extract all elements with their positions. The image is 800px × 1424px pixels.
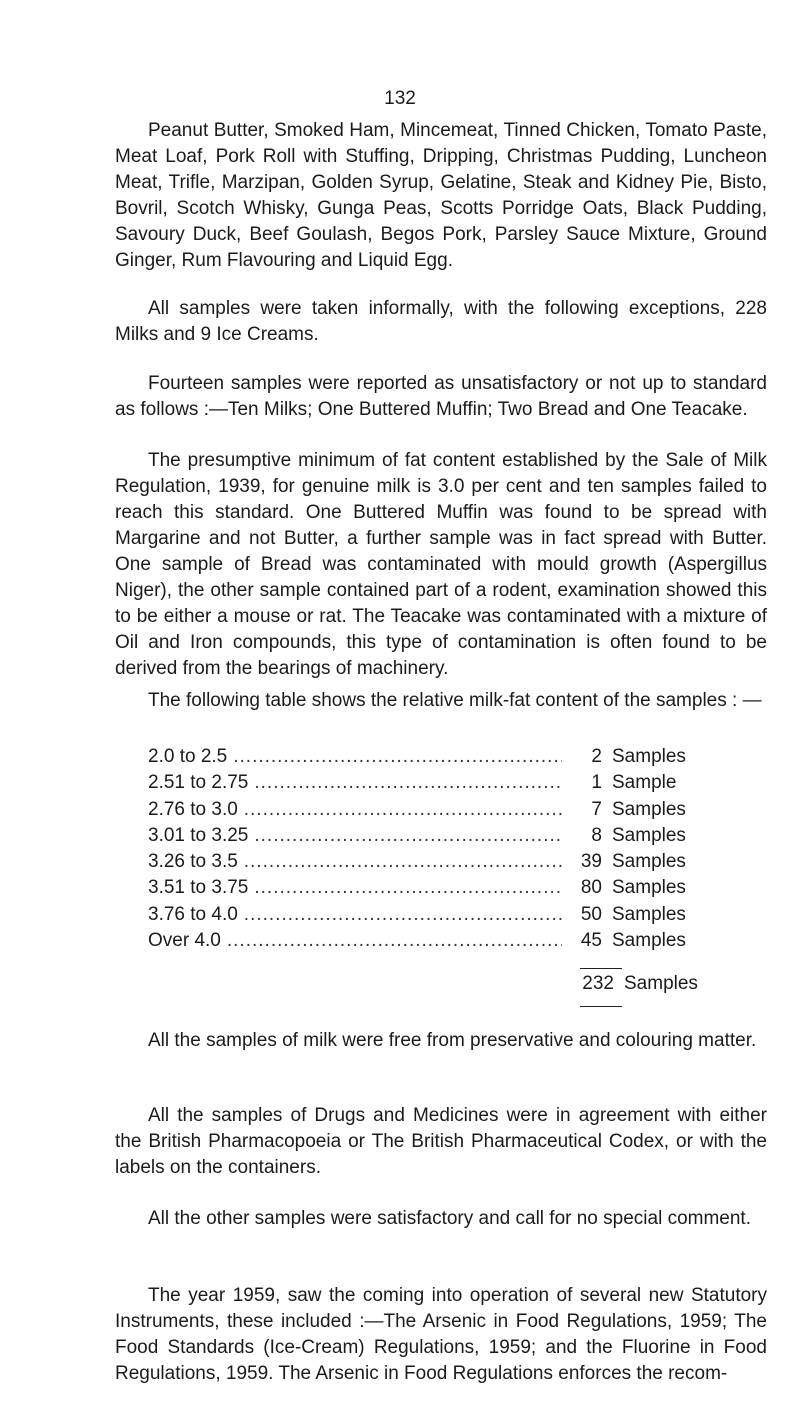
food-list-paragraph: Peanut Butter, Smoked Ham, Mincemeat, Tinned Chicken, Tomato Paste, Meat Loaf, Pork Roll with Stuffing, Dripping, Christmas Pudding, Luncheon Meat, Trifle, Marzipan, Golden Syrup, Gelatine, Steak and Kidney Pie, Bisto, Bovril, Scotch Whisky, Gunga Peas, Scotts Porridge Oats, Black Pudding, Savoury Duck, Beef Goulash, Begos Pork, Parsley Sauce Mixture, Ground Ginger, Rum Flavouring and Liquid Egg.	[115, 120, 767, 271]
table-row	[148, 849, 708, 875]
dot-leader	[244, 849, 562, 875]
sample-unit: Samples	[612, 798, 686, 820]
total-unit: Samples	[624, 973, 698, 994]
fat-range: 2.0 to 2.5	[148, 746, 228, 767]
sample-unit: Samples	[612, 877, 686, 899]
fat-content-paragraph: The presumptive minimum of fat content established by the Sale of Milk Regulation, 1939, for genuine milk is 3.0 per cent and ten samples failed to reach this standard. One Buttered Muffin was found to be spread with Margarine and not Butter, a further sample was in fact spread with Butter. One sample of Bread was contaminated with mould growth (Aspergillus Niger), the other sample contained part of a rodent, examination showed this to be either a mouse or rat. The Teacake was contaminated with a mixture of Oil and Iron compounds, this type of contamination is often found to be derived from the bearings of machinery.	[115, 450, 767, 679]
table-intro-paragraph: The following table shows the relative milk-fat content of the samples : —	[148, 690, 762, 711]
table-total	[578, 973, 768, 995]
table-row	[148, 744, 708, 770]
dot-leader	[254, 770, 562, 796]
table-row	[148, 928, 708, 954]
sample-unit: Samples	[612, 824, 686, 846]
fat-range: 2.51 to 2.75	[148, 772, 249, 794]
informal-samples-paragraph: All samples were taken informally, with the following exceptions, 228 Milks and 9 Ice Creams.	[115, 298, 767, 345]
unsatisfactory-samples-paragraph: Fourteen samples were reported as unsatisfactory or not up to standard as follows :—Ten Milks; One Buttered Muffin; Two Bread and One Teacake.	[115, 373, 767, 420]
sample-count: 1	[591, 772, 602, 794]
statutory-instruments-paragraph: The year 1959, saw the coming into operation of several new Statutory Instruments, these included :—The Arsenic in Food Regulations, 1959; The Food Standards (Ice-Cream) Regulations, 1959; and the Fluorine in Food Regulations, 1959. The Arsenic in Food Regulations enforces the recom-	[115, 1285, 767, 1384]
table-row	[148, 875, 708, 901]
other-samples-paragraph: All the other samples were satisfactory and call for no special comment.	[148, 1208, 751, 1229]
milk-fat-table	[148, 744, 708, 954]
sample-count: 80	[580, 877, 602, 899]
sample-count: 2	[591, 746, 602, 767]
dot-leader	[244, 902, 562, 928]
fat-range: 3.26 to 3.5	[148, 851, 238, 873]
sample-count: 50	[580, 903, 602, 925]
dot-leader	[244, 797, 562, 823]
drugs-paragraph: All the samples of Drugs and Medicines were in agreement with either the British Pharmacopoeia or The British Pharmaceutical Codex, or with the labels on the containers.	[115, 1105, 767, 1178]
dot-leader	[254, 875, 562, 901]
preservative-paragraph: All the samples of milk were free from preservative and colouring matter.	[148, 1030, 757, 1051]
sample-count: 7	[591, 798, 602, 820]
table-row	[148, 770, 708, 796]
sample-count: 8	[591, 824, 602, 846]
table-row	[148, 902, 708, 928]
fat-range: 2.76 to 3.0	[148, 798, 238, 820]
sample-unit: Sample	[612, 772, 677, 794]
dot-leader	[233, 744, 562, 770]
sample-unit: Samples	[612, 851, 686, 873]
table-row	[148, 823, 708, 849]
dot-leader	[254, 823, 562, 849]
fat-range: Over 4.0	[148, 930, 221, 952]
fat-range: 3.01 to 3.25	[148, 824, 249, 846]
fat-range: 3.51 to 3.75	[148, 877, 249, 899]
dot-leader	[227, 928, 562, 954]
total-rule-bottom	[580, 1006, 622, 1007]
sample-unit: Samples	[612, 746, 686, 767]
total-rule-top	[580, 968, 622, 969]
fat-range: 3.76 to 4.0	[148, 903, 238, 925]
page-number: 132	[384, 88, 416, 109]
sample-count: 39	[580, 851, 602, 873]
total-count: 232	[582, 973, 614, 994]
sample-count: 45	[580, 930, 602, 952]
table-row	[148, 797, 708, 823]
sample-unit: Samples	[612, 903, 686, 925]
sample-unit: Samples	[612, 930, 686, 952]
